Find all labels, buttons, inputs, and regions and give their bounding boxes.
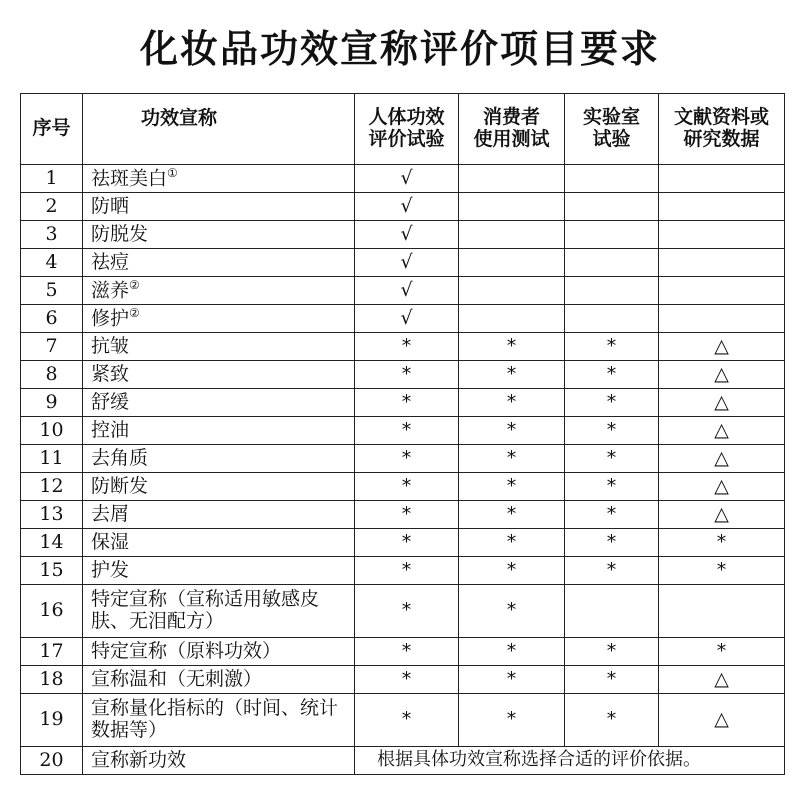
row-number: 8	[21, 361, 83, 389]
row-claim-text: 去屑	[91, 502, 130, 525]
table-row	[21, 389, 785, 417]
mark-lab-test	[565, 585, 659, 638]
mark-literature: △	[659, 389, 785, 417]
mark-lab-test	[565, 305, 659, 333]
mark-human-test: *	[355, 473, 459, 501]
header-literature-line1: 文献资料或	[673, 106, 769, 129]
row-claim-text: 滋养	[91, 279, 130, 302]
mark-human-test: *	[355, 529, 459, 557]
mark-consumer-test: *	[459, 389, 565, 417]
mark-literature: △	[659, 445, 785, 473]
row-claim	[83, 501, 355, 529]
mark-human-test: *	[355, 694, 459, 747]
row-claim	[83, 585, 355, 638]
mark-consumer-test: *	[459, 417, 565, 445]
mark-human-test: *	[355, 361, 459, 389]
mark-human-test: √	[355, 165, 459, 193]
mark-human-test: *	[355, 501, 459, 529]
table-row	[21, 165, 785, 193]
row-claim	[83, 473, 355, 501]
footnote-marker: ②	[129, 277, 140, 292]
table-row	[21, 249, 785, 277]
mark-lab-test	[565, 193, 659, 221]
table-row	[21, 221, 785, 249]
table-header-row	[21, 94, 785, 165]
row-claim	[83, 529, 355, 557]
row-claim-text: 防晒	[91, 194, 130, 217]
row-number: 5	[21, 277, 83, 305]
row-claim-text: 防断发	[91, 474, 149, 497]
mark-lab-test: *	[565, 333, 659, 361]
table-row	[21, 333, 785, 361]
header-literature-line2: 研究数据	[683, 128, 760, 150]
table-row	[21, 747, 785, 775]
mark-human-test: *	[355, 557, 459, 585]
mark-lab-test: *	[565, 638, 659, 666]
mark-lab-test: *	[565, 501, 659, 529]
header-consumer-line2: 使用测试	[473, 128, 550, 150]
mark-literature	[659, 221, 785, 249]
table-row	[21, 638, 785, 666]
mark-literature: △	[659, 333, 785, 361]
mark-consumer-test: *	[459, 445, 565, 473]
table-row	[21, 417, 785, 445]
mark-lab-test: *	[565, 473, 659, 501]
row-number: 9	[21, 389, 83, 417]
row-claim	[83, 165, 355, 193]
footnote-marker: ①	[167, 165, 178, 180]
table-row	[21, 361, 785, 389]
mark-human-test: *	[355, 417, 459, 445]
table-row	[21, 666, 785, 694]
mark-lab-test: *	[565, 389, 659, 417]
table-row	[21, 277, 785, 305]
mark-consumer-test	[459, 277, 565, 305]
mark-literature	[659, 277, 785, 305]
header-lab-test	[565, 94, 659, 165]
row-claim	[83, 305, 355, 333]
row-claim: 宣称新功效	[83, 747, 355, 775]
row-claim	[83, 249, 355, 277]
page-title: 化妆品功效宣称评价项目要求	[139, 27, 660, 71]
mark-consumer-test: *	[459, 694, 565, 747]
row-number: 13	[21, 501, 83, 529]
mark-literature: *	[659, 557, 785, 585]
row-claim	[83, 557, 355, 585]
row-number: 14	[21, 529, 83, 557]
table-row	[21, 694, 785, 747]
row-number: 20	[21, 747, 83, 775]
table-row	[21, 445, 785, 473]
header-consumer-test	[459, 94, 565, 165]
mark-literature: △	[659, 666, 785, 694]
mark-literature	[659, 249, 785, 277]
row-claim-text: 防脱发	[91, 222, 149, 245]
row-number: 15	[21, 557, 83, 585]
mark-human-test: *	[355, 445, 459, 473]
row-number: 19	[21, 694, 83, 747]
table-row	[21, 305, 785, 333]
row-claim	[83, 333, 355, 361]
mark-literature	[659, 305, 785, 333]
mark-consumer-test: *	[459, 333, 565, 361]
table-row	[21, 529, 785, 557]
mark-literature: △	[659, 417, 785, 445]
mark-human-test: √	[355, 249, 459, 277]
mark-consumer-test: *	[459, 666, 565, 694]
row-note: 根据具体功效宣称选择合适的评价依据。	[355, 747, 785, 775]
header-lab-line2: 试验	[592, 128, 631, 150]
header-human-test	[355, 94, 459, 165]
claims-table	[20, 93, 785, 775]
row-claim-text: 宣称量化指标的（时间、统计数据等）	[91, 697, 339, 741]
row-number: 12	[21, 473, 83, 501]
mark-lab-test: *	[565, 445, 659, 473]
mark-literature: *	[659, 638, 785, 666]
row-claim-text: 特定宣称（宣称适用敏感皮肤、无泪配方）	[91, 588, 320, 632]
row-claim-text: 宣称温和（无刺激）	[91, 667, 263, 690]
footnote-marker: ②	[129, 305, 140, 320]
header-human-line2: 评价试验	[368, 128, 445, 150]
table-row	[21, 501, 785, 529]
row-claim-text: 抗皱	[91, 334, 130, 357]
row-claim-text: 祛斑美白	[91, 167, 168, 190]
row-claim-text: 去角质	[91, 446, 149, 469]
row-claim	[83, 193, 355, 221]
mark-consumer-test: *	[459, 361, 565, 389]
row-number: 16	[21, 585, 83, 638]
mark-consumer-test: *	[459, 638, 565, 666]
mark-literature: △	[659, 361, 785, 389]
mark-lab-test: *	[565, 694, 659, 747]
mark-consumer-test: *	[459, 501, 565, 529]
row-claim	[83, 277, 355, 305]
mark-consumer-test: *	[459, 557, 565, 585]
mark-lab-test: *	[565, 666, 659, 694]
mark-literature: *	[659, 529, 785, 557]
header-seq: 序号	[21, 94, 83, 165]
header-literature	[659, 94, 785, 165]
mark-human-test: √	[355, 221, 459, 249]
header-human-line1: 人体功效	[368, 106, 445, 129]
table-row	[21, 473, 785, 501]
mark-human-test: *	[355, 638, 459, 666]
table-row	[21, 585, 785, 638]
mark-lab-test	[565, 249, 659, 277]
mark-consumer-test: *	[459, 529, 565, 557]
mark-lab-test: *	[565, 557, 659, 585]
header-consumer-line1: 消费者	[482, 106, 540, 129]
mark-human-test: √	[355, 193, 459, 221]
row-number: 1	[21, 165, 83, 193]
mark-consumer-test: *	[459, 585, 565, 638]
row-number: 10	[21, 417, 83, 445]
mark-human-test: *	[355, 666, 459, 694]
mark-literature	[659, 165, 785, 193]
row-claim-text: 护发	[91, 558, 130, 581]
mark-literature: △	[659, 501, 785, 529]
mark-literature: △	[659, 694, 785, 747]
row-claim-text: 修护	[91, 307, 130, 330]
mark-human-test: √	[355, 277, 459, 305]
row-claim	[83, 221, 355, 249]
row-claim-text: 祛痘	[91, 250, 130, 273]
mark-human-test: √	[355, 305, 459, 333]
mark-human-test: *	[355, 585, 459, 638]
mark-consumer-test	[459, 305, 565, 333]
row-claim	[83, 389, 355, 417]
mark-consumer-test	[459, 165, 565, 193]
row-claim-text: 舒缓	[91, 390, 130, 413]
row-claim-text: 紧致	[91, 362, 130, 385]
row-number: 2	[21, 193, 83, 221]
mark-literature	[659, 585, 785, 638]
row-claim	[83, 445, 355, 473]
mark-literature	[659, 193, 785, 221]
mark-lab-test	[565, 221, 659, 249]
mark-consumer-test	[459, 249, 565, 277]
row-number: 11	[21, 445, 83, 473]
mark-consumer-test	[459, 221, 565, 249]
mark-lab-test: *	[565, 529, 659, 557]
header-lab-line1: 实验室	[582, 106, 640, 129]
row-claim-text: 控油	[91, 418, 130, 441]
row-claim	[83, 694, 355, 747]
mark-human-test: *	[355, 389, 459, 417]
row-number: 18	[21, 666, 83, 694]
header-claim: 功效宣称	[83, 94, 355, 165]
row-claim	[83, 666, 355, 694]
row-claim-text: 特定宣称（原料功效）	[91, 639, 282, 662]
table-row	[21, 557, 785, 585]
mark-consumer-test: *	[459, 473, 565, 501]
row-number: 6	[21, 305, 83, 333]
row-claim	[83, 638, 355, 666]
row-claim-text: 保湿	[91, 530, 130, 553]
table-row	[21, 193, 785, 221]
mark-lab-test: *	[565, 361, 659, 389]
row-number: 4	[21, 249, 83, 277]
row-number: 7	[21, 333, 83, 361]
mark-lab-test: *	[565, 417, 659, 445]
row-claim	[83, 361, 355, 389]
mark-human-test: *	[355, 333, 459, 361]
row-number: 17	[21, 638, 83, 666]
mark-literature: △	[659, 473, 785, 501]
row-number: 3	[21, 221, 83, 249]
row-claim	[83, 417, 355, 445]
mark-lab-test	[565, 277, 659, 305]
mark-lab-test	[565, 165, 659, 193]
mark-consumer-test	[459, 193, 565, 221]
